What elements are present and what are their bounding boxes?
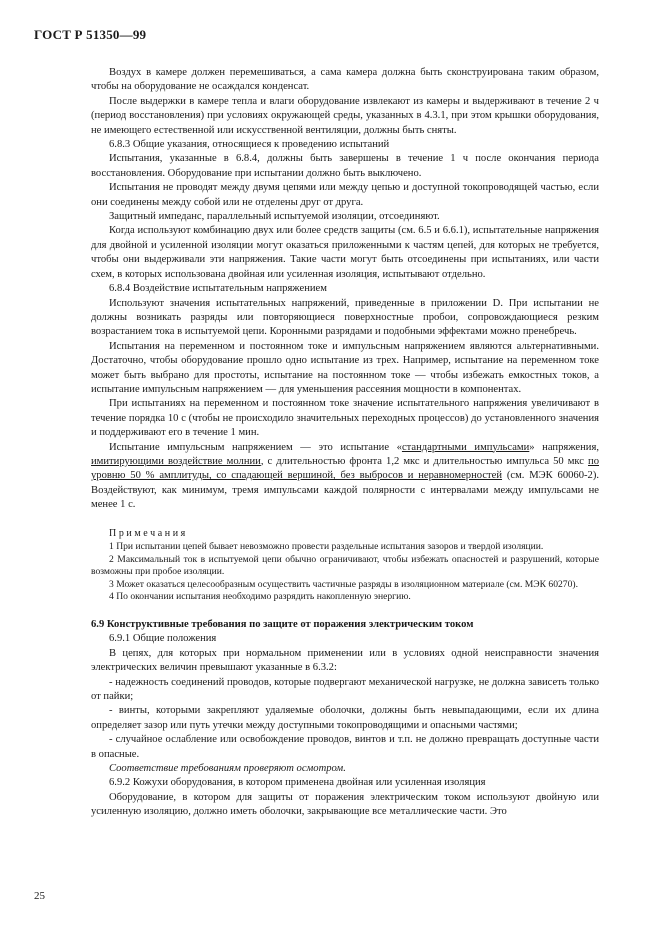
note-item: 3 Может оказаться целесообразным осуществить частичные разряды в изоляционном материале (см. МЭК 60270). <box>109 578 578 590</box>
paragraph: Используют значения испытательных напряжений, приведенные в приложении D. При испытании не должны возникать разряды или повторяющиеся поверхностные пробои, сопровождающиеся резким возрастанием тока в испытуемой цепи. Коронными разрядами и подобными эффектами можно пренебречь. <box>91 297 599 338</box>
paragraph: Испытания, указанные в 6.8.4, должны быть завершены в течение 1 ч после окончания периода восстановления. Оборудование при испытании должно быть выключено. <box>91 153 599 179</box>
paragraph: Испытания на переменном и постоянном токе и импульсным напряжением являются альтернативными. Достаточно, чтобы оборудование прошло одно испытание из трех. Например, испытание на переменном токе может быть выбрано для простоты, испытание на постоянном токе — чтобы избежать емкостных токов, а испытание импульсным напряжением — для уменьшения рассеяния мощности в компонентах. <box>91 340 599 395</box>
text-run: , с длительностью фронта 1,2 мкс и длительностью импульса 50 мкс <box>260 455 589 467</box>
document-header: ГОСТ Р 51350—99 <box>34 27 147 42</box>
paragraph: Воздух в камере должен перемешиваться, а сама камера должна быть сконструирована таким образом, чтобы на оборудование не осаждался конденсат. <box>91 67 599 93</box>
section-title-6-9: 6.9 Конструктивные требования по защите от поражения электрическим током <box>91 618 474 630</box>
text-run: (см. МЭК 60060-2). Воздействуют, как минимум, тремя импульсами каждой полярности с интервалами между импульсами не менее 1 с. <box>91 470 600 511</box>
subsection-heading-6-8-4: 6.8.4 Воздействие испытательным напряжением <box>109 283 327 295</box>
notes-title: Примечания <box>109 527 188 539</box>
note-item: 2 Максимальный ток в испытуемой цепи обычно ограничивают, чтобы избежать опасностей и разрушений, которые возможны при пробое изоляции. <box>91 553 599 578</box>
note-item: 4 По окончании испытания необходимо разрядить накопленную энергию. <box>109 591 411 603</box>
subsection-heading-6-9-1: 6.9.1 Общие положения <box>109 633 217 645</box>
spacer <box>91 604 599 618</box>
compliance-check: Соответствие требованиям проверяют осмотром. <box>109 763 346 775</box>
subsection-heading-6-9-2: 6.9.2 Кожухи оборудования, в котором применена двойная или усиленная изоляция <box>109 777 486 789</box>
paragraph: После выдержки в камере тепла и влаги оборудование извлекают из камеры и выдерживают в течение 2 ч (период восстановления) при условиях окружающей среды, указанных в 4.3.1, при этом крышки оборудования, не имеющего естественной или искусственной вентиляции, должны быть сняты. <box>91 95 599 136</box>
text-run: Испытание импульсным напряжением — это испытание « <box>109 441 402 453</box>
paragraph: В цепях, для которых при нормальном применении или в условиях одной неисправности значения электрических величин превышают указанные в 6.3.2: <box>91 647 599 674</box>
underlined-text: по уровню 50 % амплитуды, со спадающей вершиной, без выбросов и неравномерностей <box>91 455 599 482</box>
spacer <box>91 513 599 527</box>
subsection-heading-6-8-3: 6.8.3 Общие указания, относящиеся к проведению испытаний <box>109 139 390 151</box>
underlined-text: стандартными импульсами <box>401 441 530 453</box>
list-item: - случайное ослабление или освобождение проводов, винтов и т.п. не должно превращать доступные части в опасные. <box>91 734 599 760</box>
underlined-text: имитирующими воздействие молнии <box>91 455 261 467</box>
paragraph: При испытаниях на переменном и постоянном токе значение испытательного напряжения увеличивают в течение порядка 10 с (чтобы не происходило значительных переходных процессов) до установленного значения и поддерживают его в течение 1 мин. <box>91 398 599 439</box>
paragraph: Когда используют комбинацию двух или более средств защиты (см. 6.5 и 6.6.1), испытательные напряжения для двойной и усиленной изоляции могут оказаться приложенными к частям цепей, для которых не требуется, чтобы они выдерживали эти напряжения. Такие части могут быть отсоединены при испытаниях, или части схем, в которых использована двойная или усиленная изоляция, испытывают отдельно. <box>91 225 599 280</box>
page-number: 25 <box>34 890 45 902</box>
text-run: » напряжения, <box>529 441 599 453</box>
impulse-test-paragraph <box>91 441 599 513</box>
paragraph: Испытания не проводят между двумя цепями или между цепью и доступной токопроводящей частью, если они соединены между собой или не отделены друг от друга. <box>91 182 599 208</box>
paragraph: Оборудование, в котором для защиты от поражения электрическим током используют двойную или усиленную изоляцию, должно иметь оболочки, закрывающие все металлические части. Это <box>91 791 599 818</box>
note-item: 1 При испытании цепей бывает невозможно провести раздельные испытания зазоров и твердой изоляции. <box>109 541 544 552</box>
list-item: - винты, которыми закрепляют удаляемые оболочки, должны быть невыпадающими, если их длина определяет зазор или путь утечки между доступными токопроводящими и опасными частями; <box>91 705 599 731</box>
paragraph: Защитный импеданс, параллельный испытуемой изоляции, отсоединяют. <box>109 211 440 223</box>
page-body <box>91 66 599 820</box>
list-item: - надежность соединений проводов, которые подвергают механической нагрузке, не должна зависеть только от пайки; <box>91 676 599 702</box>
